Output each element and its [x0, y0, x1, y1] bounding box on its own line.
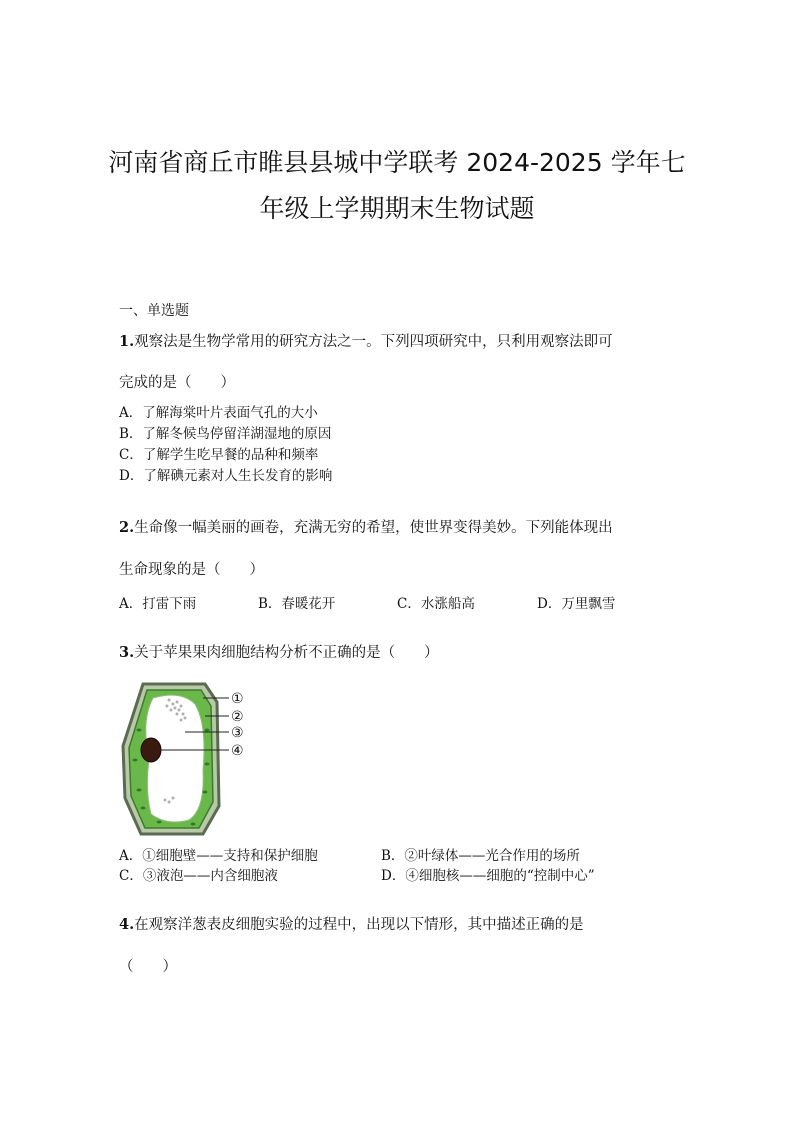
page-title [0, 140, 794, 232]
question-3-number: 3. [119, 644, 135, 661]
q1-option-c: C．了解学生吃早餐的品种和频率 [119, 447, 319, 463]
plant-cell-svg [119, 680, 259, 840]
nucleus [141, 738, 161, 762]
question-2-text: 生命像一幅美丽的画卷，充满无穷的希望，使世界变得美妙。下列能体现出 [134, 520, 613, 536]
question-1-line-2: 完成的是（ ） [119, 375, 235, 391]
question-4-line-1 [119, 915, 584, 935]
q3-option-b: B．②叶绿体——光合作用的场所 [381, 848, 580, 864]
q2-option-a: A．打雷下雨 [119, 596, 197, 612]
label-1: ① [231, 691, 244, 707]
question-2-line-2: 生命现象的是（ ） [119, 562, 264, 578]
section-heading: 一、单选题 [119, 303, 189, 319]
plant-cell-diagram [119, 680, 259, 844]
title-line-2: 年级上学期期末生物试题 [259, 194, 535, 223]
question-1-number: 1. [119, 333, 135, 350]
label-3: ③ [231, 725, 244, 741]
q1-option-b: B．了解冬候鸟停留洋湖湿地的原因 [119, 426, 332, 442]
title-line-1: 河南省商丘市睢县县城中学联考 2024-2025 学年七 [108, 148, 686, 177]
question-4-line-2: （ ） [119, 959, 177, 975]
label-2: ② [231, 709, 244, 725]
question-2-line-1 [119, 518, 613, 538]
question-3-line-1 [119, 643, 439, 663]
question-3-text: 关于苹果果肉细胞结构分析不正确的是（ ） [134, 645, 439, 661]
q3-option-d: D．④细胞核——细胞的“控制中心” [381, 868, 595, 884]
q3-option-a: A．①细胞壁——支持和保护细胞 [119, 848, 318, 864]
question-2-number: 2. [119, 519, 135, 536]
q1-option-d: D．了解碘元素对人生长发育的影响 [119, 468, 333, 484]
q3-option-c: C．③液泡——内含细胞液 [119, 868, 278, 884]
question-1-line-1 [119, 332, 613, 352]
question-4-text: 在观察洋葱表皮细胞实验的过程中，出现以下情形，其中描述正确的是 [134, 917, 584, 933]
question-4-number: 4. [119, 916, 135, 933]
q2-option-b: B．春暖花开 [258, 596, 336, 612]
question-1-text: 观察法是生物学常用的研究方法之一。下列四项研究中，只利用观察法即可 [134, 334, 613, 350]
q2-option-c: C．水涨船高 [397, 596, 475, 612]
q1-option-a: A．了解海棠叶片表面气孔的大小 [119, 405, 318, 421]
label-4: ④ [231, 743, 244, 759]
q2-option-d: D．万里飘雪 [537, 596, 616, 612]
